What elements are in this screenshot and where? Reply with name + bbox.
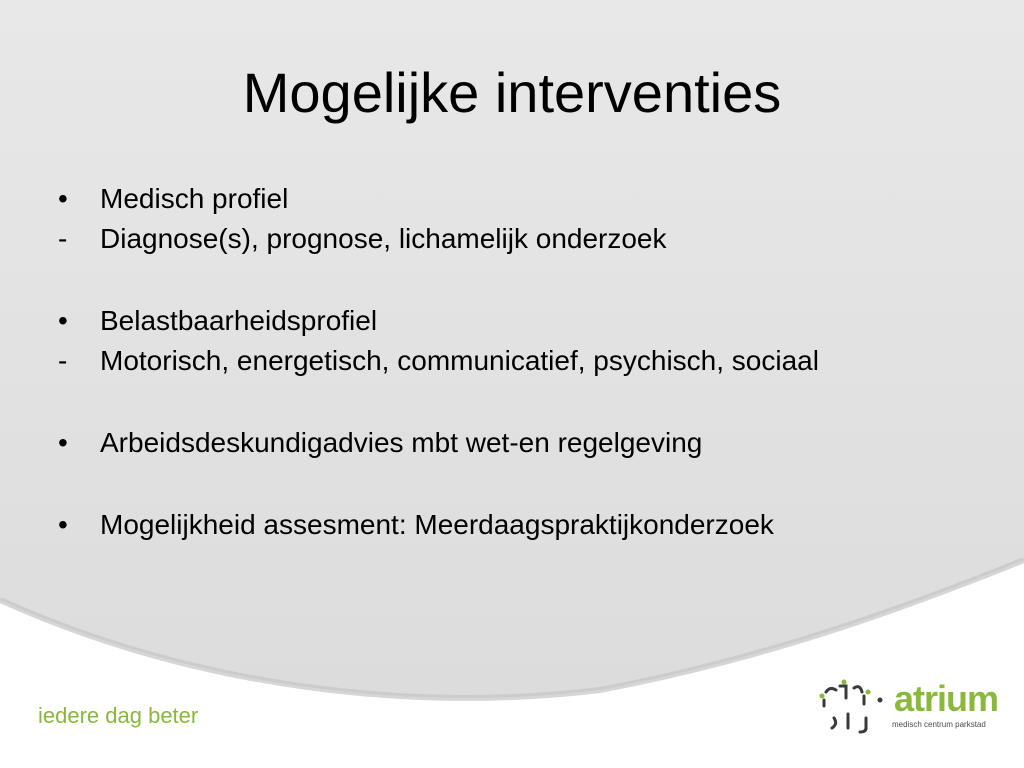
bullet-marker: • [58, 509, 68, 540]
bullet-list [58, 182, 958, 542]
logo-subtitle: medisch centrum parkstad [892, 720, 986, 729]
bullet-marker: • [58, 427, 68, 458]
logo-wordmark: atrium [894, 678, 999, 719]
atrium-logo [818, 678, 998, 740]
list-item-text: Diagnose(s), prognose, lichamelijk onderzoek [100, 223, 667, 254]
bullet-marker: • [58, 183, 68, 214]
list-item-text: Arbeidsdeskundigadvies mbt wet-en regelgeving [100, 427, 703, 458]
tagline: iedere dag beter [38, 703, 199, 728]
dash-marker: - [58, 223, 68, 254]
list-item-text: Motorisch, energetisch, communicatief, psychisch, sociaal [100, 345, 819, 376]
list-item [58, 344, 958, 378]
dash-marker: - [58, 345, 68, 376]
list-item [58, 222, 958, 256]
list-item [58, 508, 958, 542]
slide-title: Mogelijke interventies [242, 61, 782, 124]
list-item-text: Medisch profiel [100, 183, 289, 214]
list-item-text: Belastbaarheidsprofiel [100, 305, 378, 336]
list-item-text: Mogelijkheid assesment: Meerdaagspraktijkonderzoek [100, 509, 774, 540]
list-item [58, 182, 958, 216]
list-item [58, 304, 958, 338]
list-item [58, 426, 958, 460]
bullet-marker: • [58, 305, 68, 336]
atrium-figures-icon [818, 678, 890, 740]
